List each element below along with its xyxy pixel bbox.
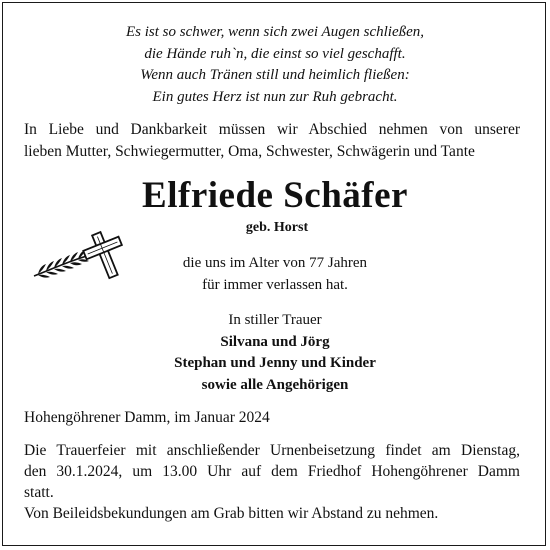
intro-line: lieben Mutter, Schwiegermutter, Oma, Schwester, Schwägerin und Tante [24, 143, 475, 160]
place-date: Hohengöhrener Damm, im Januar 2024 [24, 409, 270, 426]
service-line: statt. [24, 484, 54, 501]
age-text [150, 253, 400, 296]
service-line: den 30.1.2024, um 13.00 Uhr auf dem Friedhof Hohengöhrener Damm [24, 463, 520, 480]
service-line: Die Trauerfeier mit anschließender Urnenbeisetzung findet am Dienstag, [24, 442, 520, 459]
mourner-name: Silvana und Jörg [220, 333, 330, 350]
service-line: Von Beileidsbekundungen am Grab bitten wir Abstand zu nehmen. [24, 505, 439, 522]
poem-line: Ein gutes Herz ist nun zur Ruh gebracht. [152, 88, 398, 105]
poem [0, 22, 550, 108]
age-line: die uns im Alter von 77 Jahren [182, 255, 368, 271]
intro-line: In Liebe und Dankbarkeit müssen wir Abschied nehmen von unserer [24, 121, 520, 138]
cross-with-palm-branch-icon [30, 226, 140, 284]
poem-line: die Hände ruh`n, die einst so viel geschafft. [144, 45, 406, 62]
maiden-name: geb. Horst [245, 220, 309, 235]
mourners-heading: In stiller Trauer [228, 312, 322, 328]
poem-line: Es ist so schwer, wenn sich zwei Augen schließen, [125, 24, 425, 40]
intro-text [24, 119, 520, 163]
mourner-name: Stephan und Jenny und Kinder [174, 355, 376, 371]
mourners-block [0, 310, 550, 396]
poem-line: Wenn auch Tränen still und heimlich fließen: [140, 67, 410, 83]
mourner-name: sowie alle Angehörigen [201, 376, 349, 393]
service-info [24, 440, 520, 524]
age-line: für immer verlassen hat. [202, 276, 348, 293]
deceased-name: Elfriede Schäfer [142, 175, 408, 216]
